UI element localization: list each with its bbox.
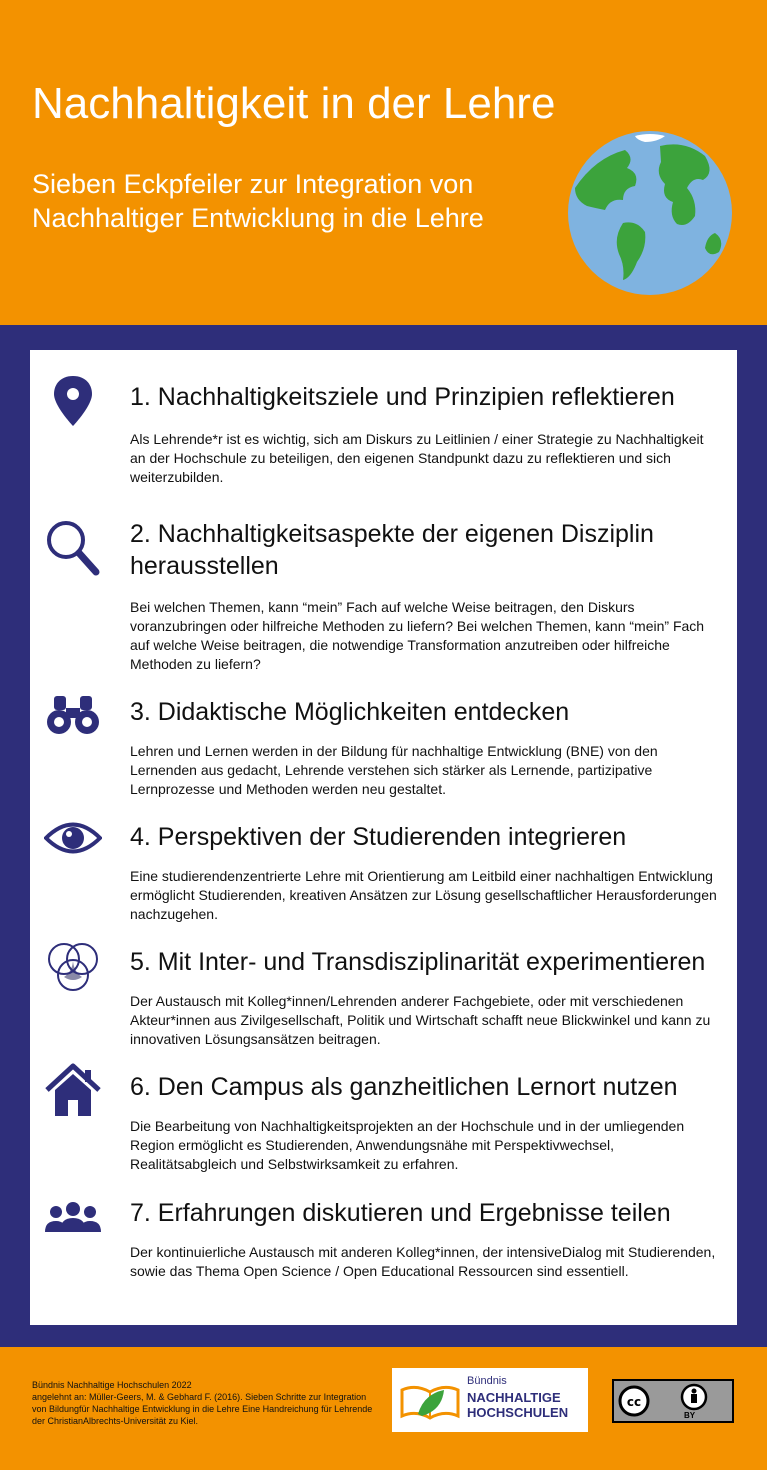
logo-line-1: NACHHALTIGE [467, 1390, 561, 1405]
item-heading: 2. Nachhaltigkeitsaspekte der eigenen Disziplin herausstellen [130, 520, 654, 580]
item-body: Eine studierendenzentrierte Lehre mit Orientierung am Leitbild einer nachhaltigen Entwicklung ermöglicht Studierenden, kreativen Ansätzen zur Lösung gesellschaftlicher Herausforderungen nachzugehen. [130, 868, 717, 922]
item-heading: 4. Perspektiven der Studierenden integrieren [130, 823, 627, 851]
svg-text:cc: cc [626, 1395, 642, 1409]
item-body: Die Bearbeitung von Nachhaltigkeitsprojekten an der Hochschule und in der umliegenden Region ermöglicht es Studierenden, Anwendungsnähe mit Perspektivwechsel, Realitätsabgleich und Selbstwirksamkeit zu erfahren. [130, 1118, 685, 1172]
group-icon [44, 1188, 102, 1246]
cc-icon [618, 1385, 650, 1417]
page-subtitle: Sieben Eckpfeiler zur Integration von Nachhaltiger Entwicklung in die Lehre [32, 169, 484, 233]
open-book-leaf-icon [398, 1376, 462, 1424]
item-heading: 1. Nachhaltigkeitsziele und Prinzipien reflektieren [130, 383, 675, 411]
credits-line-2: angelehnt an: Müller-Geers, M. & Gebhard F. (2016). Sieben Schritte zur Integration von Bildungfür Nachhaltige Entwicklung in die Lehre Eine Handreichung für Lehrende der ChristianAlbrechts-Universität zu Kiel. [32, 1392, 373, 1426]
buendnis-logo [392, 1368, 588, 1432]
by-attribution-icon [680, 1383, 708, 1411]
item-body: Der Austausch mit Kolleg*innen/Lehrenden anderer Fachgebiete, oder mit verschiedenen Akteur*innen aus Zivilgesellschaft, Politik und Wirtschaft schafft neue Blickwinkel und kann zu innovativen Lösungsansätzen beitragen. [130, 993, 711, 1047]
footer-credits [32, 1379, 382, 1427]
cc-by-label: BY [684, 1411, 696, 1420]
item-heading: 3. Didaktische Möglichkeiten entdecken [130, 698, 570, 726]
item-body: Der kontinuierliche Austausch mit anderen Kolleg*innen, der intensiveDialog mit Studierenden, sowie das Thema Open Science / Open Educational Ressourcen sind essentiell. [130, 1244, 716, 1279]
header-banner [0, 0, 767, 325]
logo-line-2: HOCHSCHULEN [467, 1405, 569, 1420]
item-heading: 7. Erfahrungen diskutieren und Ergebnisse teilen [130, 1199, 671, 1227]
page-title: Nachhaltigkeit in der Lehre [32, 79, 556, 128]
eye-icon [44, 809, 102, 867]
cc-license-badge [612, 1379, 734, 1423]
logo-text-main [467, 1390, 568, 1420]
magnifying-glass-icon [44, 518, 102, 576]
item-body: Lehren und Lernen werden in der Bildung für nachhaltige Entwicklung (BNE) von den Lernenden aus gedacht, Lehrende verstehen sich stärker als Lernende, partizipative Lernprozesse und Methoden werden neu gestaltet. [130, 743, 658, 797]
content-panel [30, 350, 737, 1325]
item-body: Bei welchen Themen, kann “mein” Fach auf welche Weise beitragen, den Diskurs voranzubringen oder hilfreiche Methoden zu liefern? Bei welchen Themen, kann “mein” Fach auf welche Weise beitragen, die notwendige Transformation anzutreiben oder hilfreiche Methoden zu liefern? [130, 599, 705, 672]
globe-icon [565, 128, 735, 298]
binoculars-icon [44, 688, 102, 746]
logo-text-top: Bündnis [467, 1375, 507, 1387]
credits-line-1: Bündnis Nachhaltige Hochschulen 2022 [32, 1380, 192, 1390]
item-body: Als Lehrende*r ist es wichtig, sich am Diskurs zu Leitlinien / einer Strategie zu Nachhaltigkeit an der Hochschule zu beteiligen, den eigenen Standpunkt dazu zu reflektieren und sich weiterzubilden. [130, 431, 704, 485]
venn-diagram-icon [44, 937, 102, 995]
item-heading: 5. Mit Inter- und Transdisziplinarität experimentieren [130, 948, 706, 976]
map-pin-icon [44, 372, 102, 430]
house-icon [44, 1062, 102, 1120]
item-heading: 6. Den Campus als ganzheitlichen Lernort nutzen [130, 1073, 678, 1101]
